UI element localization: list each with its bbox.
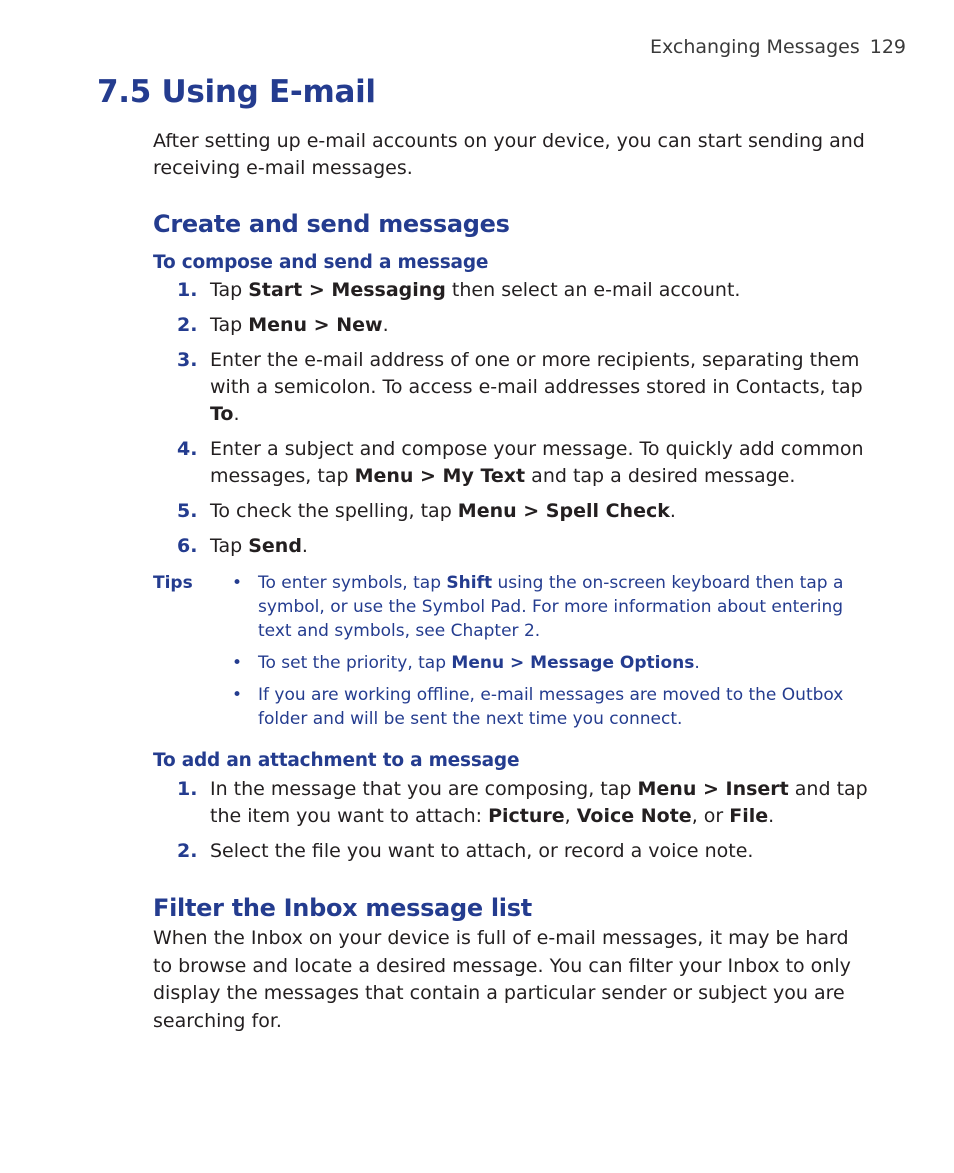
step-number: 2. [177, 840, 198, 862]
create-send-heading: Create and send messages [153, 210, 510, 238]
emphasis-text: Menu > Spell Check [457, 500, 670, 522]
body-text: In the message that you are composing, tap [210, 778, 638, 800]
tip-item [230, 571, 870, 643]
compose-subheading: To compose and send a message [153, 252, 489, 273]
body-text: To enter symbols, tap [258, 573, 447, 593]
emphasis-text: Start > Messaging [248, 279, 446, 301]
step-number: 1. [177, 778, 198, 800]
step-item [153, 776, 873, 830]
body-text: using the on-screen keyboard then tap a symbol, or use the Symbol Pad. For more information about entering text and symbols, see Chapter 2. [258, 573, 844, 641]
bullet-icon: • [232, 653, 243, 673]
running-header [650, 36, 906, 58]
tip-item [230, 651, 870, 675]
emphasis-text: Menu > Insert [637, 778, 789, 800]
tip-item [230, 683, 870, 731]
body-text: . [382, 314, 389, 336]
step-number: 2. [177, 314, 198, 336]
section-title: 7.5 Using E-mail [97, 74, 376, 110]
body-text: . [233, 403, 240, 425]
bullet-icon: • [232, 573, 243, 593]
body-text: , [564, 805, 577, 827]
body-text: and tap the item you want to attach: [210, 778, 868, 827]
filter-paragraph: When the Inbox on your device is full of e-mail messages, it may be hard to browse and locate a desired message. You can filter your Inbox to only display the messages that contain a particular sender or subject you are searching for. [153, 927, 851, 1032]
emphasis-text: Picture [488, 805, 565, 827]
step-item [153, 277, 873, 304]
emphasis-text: Send [248, 535, 302, 557]
step-number: 1. [177, 279, 198, 301]
page-number: 129 [869, 36, 906, 58]
emphasis-text: Menu > My Text [354, 465, 526, 487]
intro-paragraph: After setting up e-mail accounts on your device, you can start sending and receiving e-mail messages. [153, 130, 865, 179]
step-item [153, 533, 873, 560]
step-item [153, 838, 873, 865]
tips-list [230, 571, 870, 739]
body-text: Tap [210, 279, 249, 301]
emphasis-text: Menu > Message Options [451, 653, 695, 673]
body-text: , or [691, 805, 730, 827]
emphasis-text: To [210, 403, 234, 425]
step-item [153, 347, 873, 428]
body-text: Select the file you want to attach, or record a voice note. [210, 840, 754, 862]
filter-inbox-heading: Filter the Inbox message list [153, 894, 532, 922]
step-item [153, 436, 873, 490]
body-text: To set the priority, tap [258, 653, 452, 673]
attachment-steps-list [153, 776, 873, 873]
body-text: . [301, 535, 308, 557]
body-text: Enter a subject and compose your message. To quickly add common messages, tap [210, 438, 864, 487]
step-item [153, 498, 873, 525]
step-number: 4. [177, 438, 198, 460]
body-text: . [669, 500, 676, 522]
bullet-icon: • [232, 685, 243, 705]
emphasis-text: Menu > New [248, 314, 383, 336]
body-text: To check the spelling, tap [210, 500, 458, 522]
step-number: 6. [177, 535, 198, 557]
body-text: Tap [210, 535, 249, 557]
body-text: . [694, 653, 700, 673]
body-text: and tap a desired message. [525, 465, 796, 487]
step-number: 3. [177, 349, 198, 371]
body-text: Tap [210, 314, 249, 336]
step-number: 5. [177, 500, 198, 522]
attachment-subheading: To add an attachment to a message [153, 750, 520, 771]
compose-steps-list [153, 277, 873, 568]
tips-label: Tips [153, 573, 193, 593]
body-text: then select an e-mail account. [445, 279, 741, 301]
body-text: If you are working offline, e-mail messages are moved to the Outbox folder and will be sent the next time you connect. [258, 685, 844, 729]
body-text: . [768, 805, 775, 827]
emphasis-text: File [729, 805, 769, 827]
step-item [153, 312, 873, 339]
emphasis-text: Voice Note [576, 805, 692, 827]
emphasis-text: Shift [446, 573, 493, 593]
body-text: Enter the e-mail address of one or more recipients, separating them with a semicolon. To access e-mail addresses stored in Contacts, tap [210, 349, 863, 398]
running-header-section: Exchanging Messages [649, 36, 860, 58]
